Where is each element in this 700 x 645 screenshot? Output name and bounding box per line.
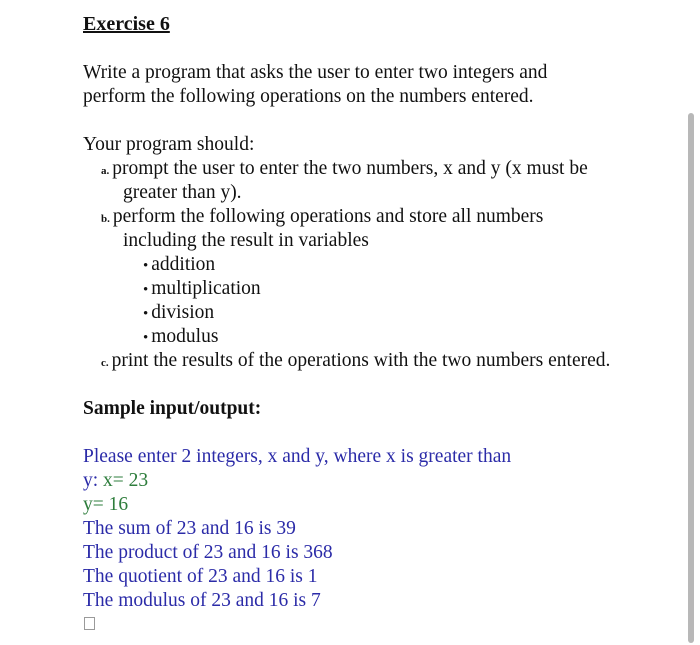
sample-result-modulus: The modulus of 23 and 16 is 7 — [83, 590, 321, 611]
exercise-title: Exercise 6 — [83, 13, 170, 35]
step-b-text: perform the following operations and store all numbers — [112, 206, 544, 227]
step-c-text: print the results of the operations with the two numbers entered. — [111, 350, 611, 371]
intro-line-2: perform the following operations on the numbers entered. — [83, 86, 534, 107]
operation-item: • multiplication — [143, 278, 261, 299]
vertical-scrollbar[interactable] — [688, 113, 694, 643]
sample-prompt-prefix: y: — [83, 470, 104, 491]
step-a-line-1 — [101, 157, 588, 183]
step-a-line-2: greater than y). — [123, 182, 242, 203]
step-a-text: prompt the user to enter the two numbers, x and y (x must be — [112, 158, 588, 179]
step-c-line-1 — [101, 349, 610, 375]
sample-prompt-line-2 — [83, 469, 148, 493]
intro-line-1: Write a program that asks the user to enter two integers and — [83, 62, 548, 83]
sample-x-input: x= 23 — [103, 470, 149, 491]
operation-item: • modulus — [143, 326, 219, 347]
bullet-icon: • — [143, 282, 149, 298]
operation-item: • division — [143, 302, 215, 323]
sample-y-input: y= 16 — [83, 494, 129, 515]
step-a-marker: a. — [101, 165, 110, 177]
bullet-icon: • — [143, 330, 149, 346]
operation-item: • addition — [143, 254, 216, 275]
sample-prompt-line-1: Please enter 2 integers, x and y, where x is greater than — [83, 446, 512, 467]
bullet-icon: • — [143, 258, 149, 274]
step-b-line-2: including the result in variables — [123, 230, 369, 251]
bullet-icon: • — [143, 306, 149, 322]
sample-result-sum: The sum of 23 and 16 is 39 — [83, 518, 296, 539]
sample-result-product: The product of 23 and 16 is 368 — [83, 542, 333, 563]
sample-heading: Sample input/output: — [83, 398, 262, 419]
input-cursor-box — [84, 617, 95, 630]
program-heading: Your program should: — [83, 134, 255, 155]
step-b-marker: b. — [101, 213, 110, 225]
step-b-line-1 — [101, 205, 543, 231]
step-c-marker: c. — [101, 357, 109, 369]
sample-result-quotient: The quotient of 23 and 16 is 1 — [83, 566, 318, 587]
